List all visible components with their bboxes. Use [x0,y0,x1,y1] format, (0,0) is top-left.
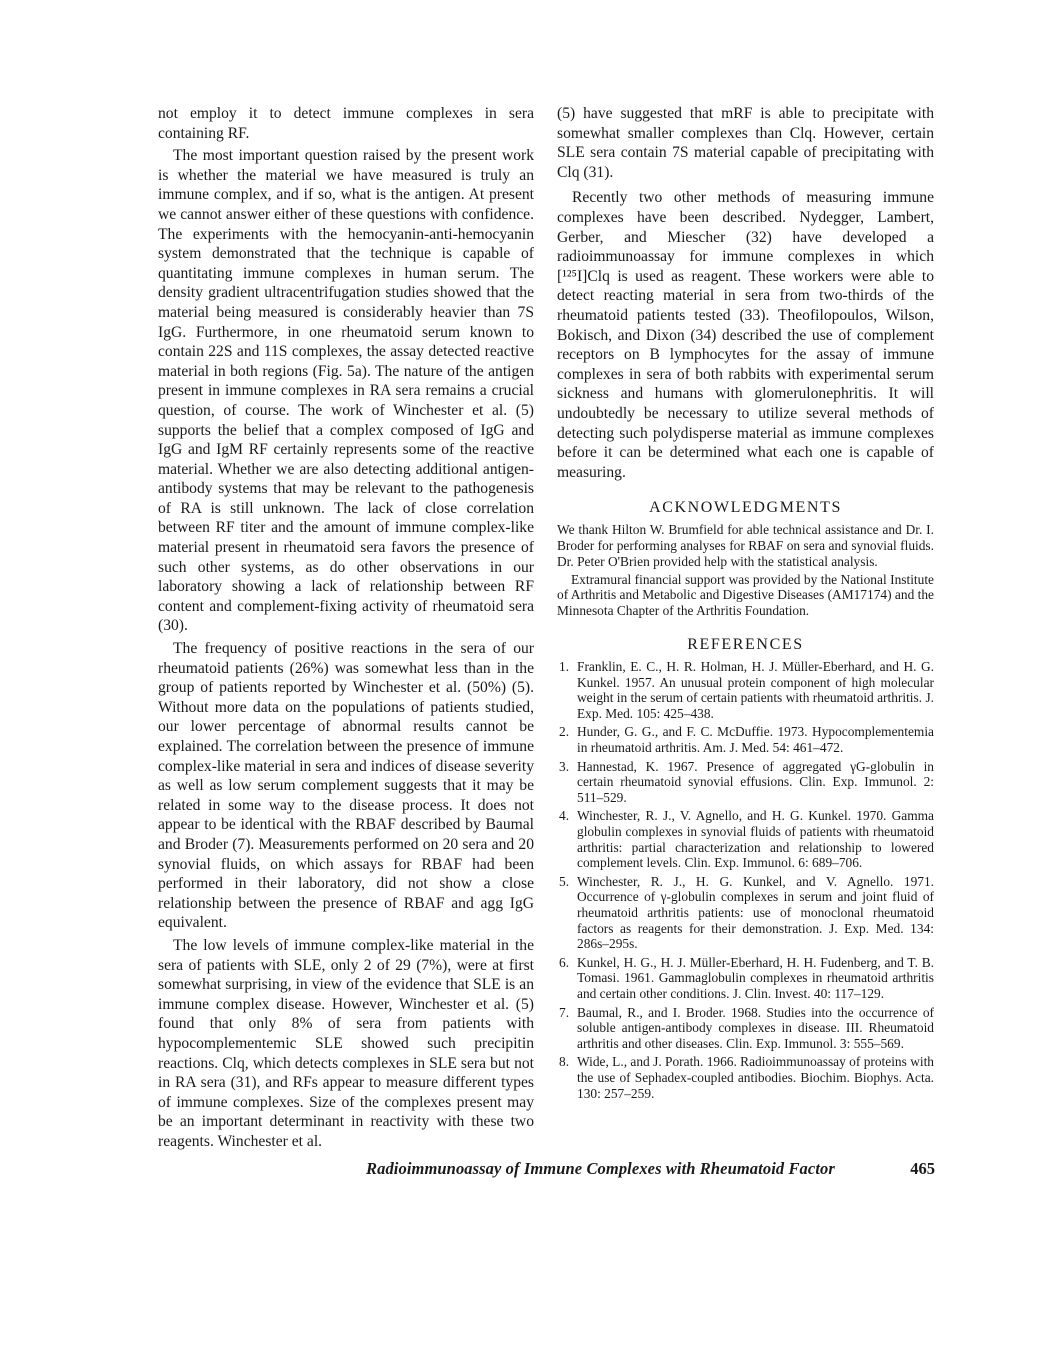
reference-number: 8. [559,1054,570,1070]
left-paragraph-2: The most important question raised by the present work is whether the material we have measured is truly an immune complex, and if so, what is the antigen. At present we cannot answer either of these questions with confidence. The experiments with the hemocyanin-anti-hemocyanin system demonstrated that the technique is capable of quantitating immune complexes in human serum. The density gradient ultracentrifugation studies showed that the material being measured is considerably heavier than 7S IgG. Furthermore, in one rheumatoid serum known to contain 22S and 11S complexes, the assay detected reactive material in both regions (Fig. 5a). The nature of the antigen present in immune complexes in RA sera remains a crucial question, of course. The work of Winchester et al. (5) supports the belief that a complex composed of IgG and IgG and IgM RF certainly represents some of the reactive material. Whether we are also detecting additional antigen-antibody systems that may be relevant to the pathogenesis of RA is still unknown. The lack of close correlation between RF titer and the amount of immune complex-like material present in rheumatoid sera favors the presence of such other systems, as do other observations in our laboratory showing a lack of relationship between RF content and complement-fixing activity of rheumatoid sera (30). [158,147,534,635]
right-paragraph-2: Recently two other methods of measuring immune complexes have been described. Nydegger, Lambert, Gerber, and Miescher (32) have developed a radioimmunoassay for immune complexes in which [¹²⁵I]Clq is used as reagent. These workers were able to detect reacting material in sera from two-thirds of the rheumatoid patients tested (33). Theofilopoulos, Wilson, Bokisch, and Dixon (34) described the use of complement receptors on B lymphocytes for the assay of immune complexes in sera of both rabbits with experimental serum sickness and humans with glomerulonephritis. It will undoubtedly be necessary to utilize several methods of detecting such polydisperse material as immune complexes before it can be determined what each one is capable of measuring. [557,189,934,481]
reference-item [557,1054,934,1101]
references-heading: REFERENCES [687,636,804,654]
reference-text: Hannestad, K. 1967. Presence of aggregated γG-globulin in certain rheumatoid synovial effusions. Clin. Exp. Immunol. 2: 511–529. [577,758,934,805]
right-column [557,104,934,1104]
acknowledgments-heading: ACKNOWLEDGMENTS [649,499,842,517]
reference-number: 5. [559,873,570,889]
left-column [158,104,534,1151]
reference-number: 4. [559,808,570,824]
reference-text: Baumal, R., and I. Broder. 1968. Studies into the occurrence of soluble antigen-antibody complexes in disease. III. Rheumatoid arthritis and other diseases. Clin. Exp. Immunol. 3: 555–569. [577,1004,934,1051]
acknowledgments-paragraph-2: Extramural financial support was provided by the National Institute of Arthritis and Metabolic and Digestive Diseases (AM17174) and the Minnesota Chapter of the Arthritis Foundation. [557,571,934,619]
reference-text: Hunder, G. G., and F. C. McDuffie. 1973. Hypocomplementemia in rheumatoid arthritis. Am. J. Med. 54: 461–472. [577,724,934,756]
reference-text: Franklin, E. C., H. R. Holman, H. J. Müller-Eberhard, and H. G. Kunkel. 1957. An unusual protein component of high molecular weight in the serum of certain patients with rheumatoid arthritis. J. Exp. Med. 105: 425–438. [577,659,934,721]
reference-item [557,955,934,1002]
reference-item [557,808,934,870]
running-title: Radioimmunoassay of Immune Complexes with Rheumatoid Factor [366,1159,835,1178]
left-paragraph-1: not employ it to detect immune complexes in sera containing RF. [158,105,534,142]
acknowledgments-paragraph-1: We thank Hilton W. Brumfield for able technical assistance and Dr. I. Broder for performing analyses for RBAF on sera and synovial fluids. Dr. Peter O'Brien provided help with the statistical analysis. [557,522,934,569]
reference-text: Winchester, R. J., V. Agnello, and H. G. Kunkel. 1970. Gamma globulin complexes in synovial fluids of patients with rheumatoid arthritis: partial characterization and relationship to lowered complement levels. Clin. Exp. Immunol. 6: 689–706. [577,808,934,871]
reference-list [557,659,934,1101]
reference-text: Wide, L., and J. Porath. 1966. Radioimmunoassay of proteins with the use of Sephadex-coupled antibodies. Biochim. Biophys. Acta. 130: 257–259. [577,1054,934,1101]
reference-text: Winchester, R. J., H. G. Kunkel, and V. Agnello. 1971. Occurrence of γ-globulin complexes in serum and joint fluid of rheumatoid arthritis patients: use of monoclonal rheumatoid factors as reagents for their demonstration. J. Exp. Med. 134: 286s–295s. [577,873,934,952]
right-paragraph-1: (5) have suggested that mRF is able to precipitate with somewhat smaller complexes than Clq. However, certain SLE sera contain 7S material capable of precipitating with Clq (31). [557,105,934,181]
left-paragraph-4: The low levels of immune complex-like material in the sera of patients with SLE, only 2 of 29 (7%), were at first somewhat surprising, in view of the evidence that SLE is an immune complex disease. However, Winchester et al. (5) found that only 8% of sera from patients with hypocomplementemic SLE showed such precipitin reactions. Clq, which detects complexes in SLE sera but not in RA sera (31), and RFs appear to measure different types of immune complexes. Size of the complexes present may be an important determinant in reactivity with these two reagents. Winchester et al. [158,936,534,1150]
reference-number: 7. [559,1004,570,1020]
reference-item [557,659,934,721]
left-paragraph-3: The frequency of positive reactions in the sera of our rheumatoid patients (26%) was somewhat less than in the group of patients reported by Winchester et al. (50%) (5). Without more data on the populations of patients studied, our lower percentage of abnormal results cannot be explained. The correlation between the presence of immune complex-like material in sera and indices of disease severity as well as low serum complement suggests that it may be related in some way to the disease process. It does not appear to be identical with the RBAF described by Baumal and Broder (7). Measurements performed on 20 sera and 20 synovial fluids, on which assays for RBAF had been performed in their laboratory, did not show a close relationship between the presence of RBAF and agg IgG equivalent. [158,640,534,932]
reference-number: 2. [559,724,570,740]
reference-text: Kunkel, H. G., H. J. Müller-Eberhard, H. H. Fudenberg, and T. B. Tomasi. 1961. Gammaglobulin complexes in rheumatoid arthritis and certain other conditions. J. Clin. Invest. 40: 117–129. [577,954,934,1001]
reference-number: 6. [559,954,570,970]
reference-item [557,724,934,755]
reference-number: 3. [559,758,570,774]
reference-item [557,1005,934,1052]
reference-item [557,874,934,952]
reference-item [557,759,934,806]
page-number: 465 [910,1159,935,1178]
reference-number: 1. [559,659,570,675]
